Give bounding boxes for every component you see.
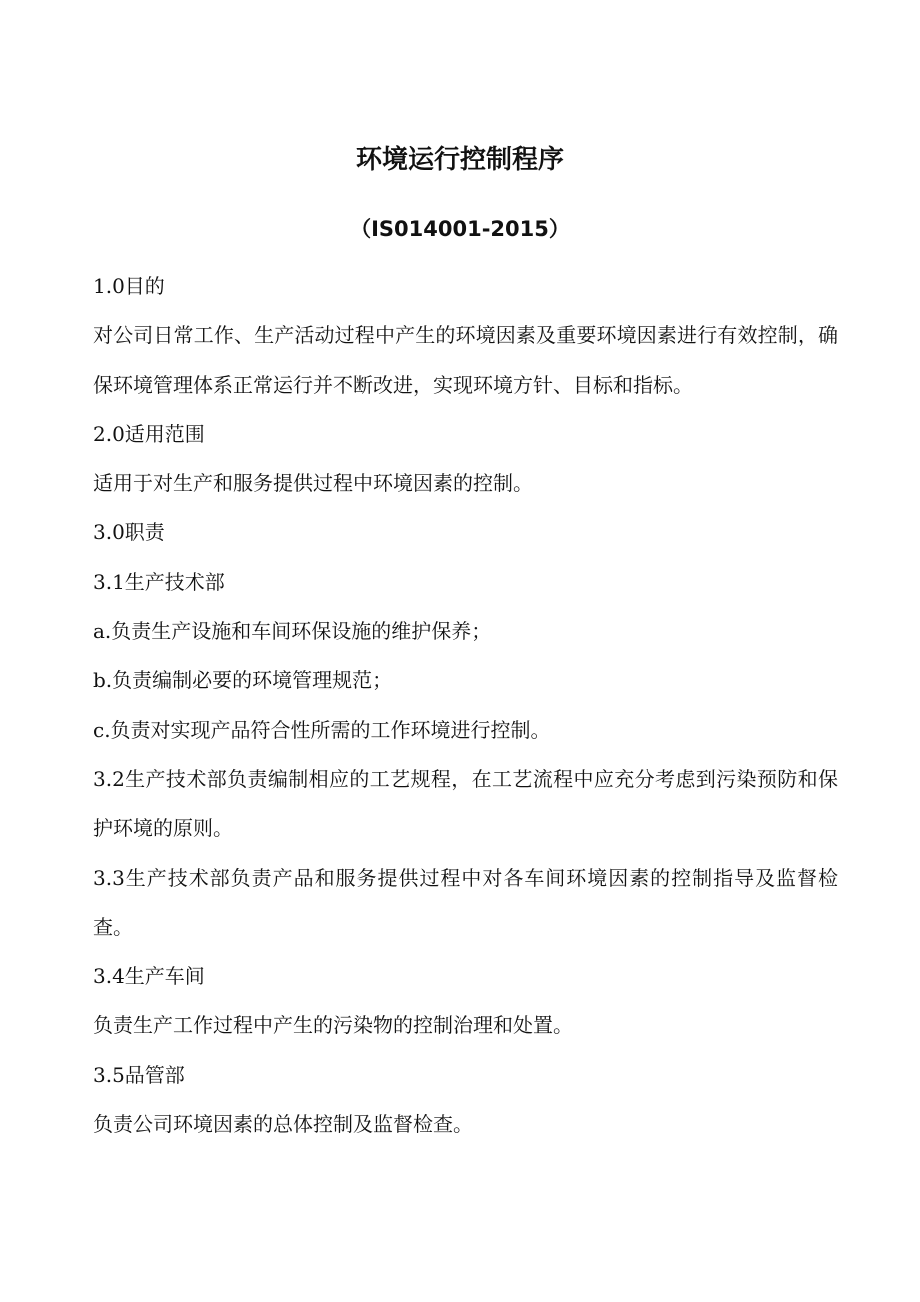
document-subtitle: （IS014001-2015） (350, 217, 570, 241)
list-item-b: b.负责编制必要的环境管理规范； (93, 668, 393, 693)
paragraph-3-3: 3.3生产技术部负责产品和服务提供过程中对各车间环境因素的控制指导及监督检查。 (93, 865, 838, 939)
document-title: 环境运行控制程序 (355, 145, 564, 175)
subsection-heading-workshop: 3.4生产车间 (93, 964, 205, 989)
list-item-c: c.负责对实现产品符合性所需的工作环境进行控制。 (93, 717, 551, 742)
paragraph-3-2: 3.2生产技术部负责编制相应的工艺规程，在工艺流程中应充分考虑到污染预防和保护环境的原则。 (93, 766, 838, 841)
subsection-heading-production-tech: 3.1生产技术部 (93, 569, 225, 594)
document-body (93, 262, 838, 1149)
paragraph-workshop: 负责生产工作过程中产生的污染物的控制治理和处置。 (93, 1013, 573, 1038)
paragraph-quality: 负责公司环境因素的总体控制及监督检查。 (93, 1112, 473, 1137)
section-heading-purpose: 1.0目的 (93, 274, 165, 298)
subsection-heading-quality: 3.5品管部 (93, 1062, 185, 1087)
list-item-a: a.负责生产设施和车间环保设施的维护保养； (93, 619, 492, 644)
paragraph-scope: 适用于对生产和服务提供过程中环境因素的控制。 (93, 471, 533, 496)
section-heading-responsibilities: 3.0职责 (93, 520, 165, 545)
section-heading-scope: 2.0适用范围 (93, 421, 205, 446)
paragraph-purpose: 对公司日常工作、生产活动过程中产生的环境因素及重要环境因素进行有效控制，确保环境管理体系正常运行并不断改进，实现环境方针、目标和指标。 (93, 323, 838, 397)
